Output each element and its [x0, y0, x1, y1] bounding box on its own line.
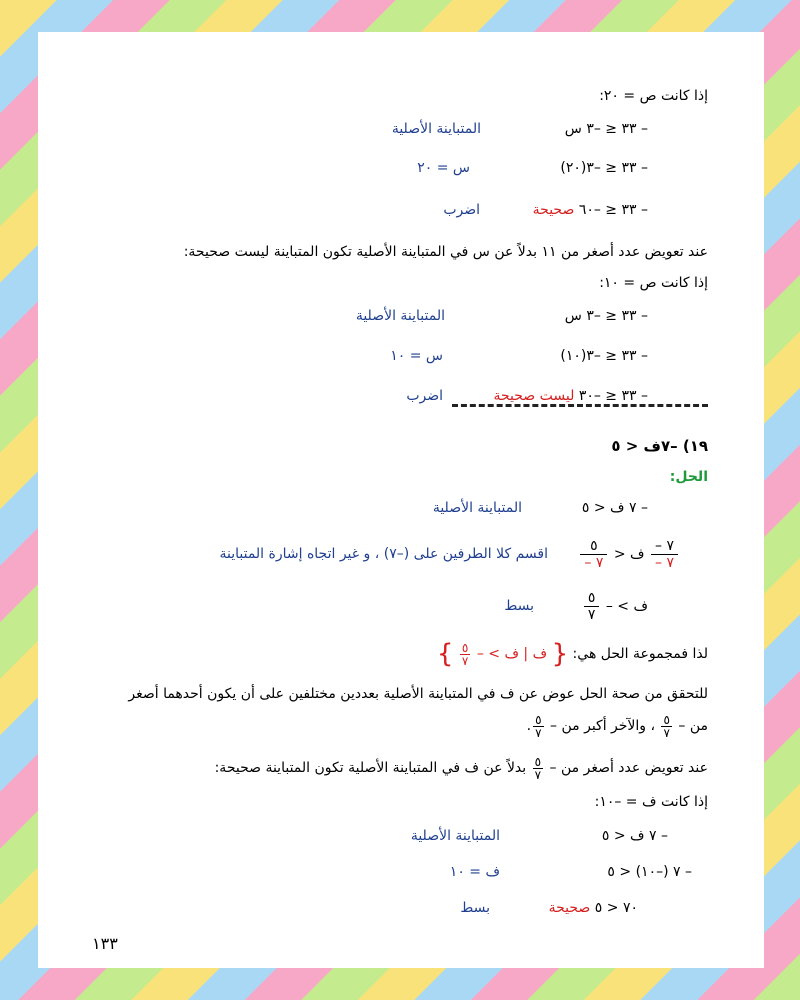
step-substitute: – ٣٣ ≤ –٣(٢٠) [560, 160, 648, 176]
para-text: . [526, 718, 532, 734]
step-simplify [582, 590, 648, 623]
problem-expr: –٧ف < ٥ [611, 437, 683, 455]
step-note: اضرب [443, 202, 480, 218]
step-note: اضرب [406, 388, 443, 404]
brace: } [436, 639, 454, 669]
step-note: المتباينة الأصلية [410, 828, 500, 844]
fraction: $\frac{٥}{٧}$ [534, 754, 542, 782]
step-note: بسط [460, 900, 490, 916]
step-result [549, 898, 638, 918]
case-f-minus10: إذا كانت ف = –١٠: [594, 794, 708, 810]
step-note: س = ٢٠ [417, 160, 470, 176]
fraction: $\frac{٥}{٧}$ [535, 712, 542, 740]
fraction: $\frac{٥}{٧}$ [663, 712, 670, 740]
step-original: – ٧ ف < ٥ [581, 500, 648, 516]
page-number: ١٣٣ [92, 934, 118, 953]
fraction: $\frac{٥}{٧}$ [584, 590, 600, 623]
step-note: اقسم كلا الطرفين على (–٧) ، و غير اتجاه إشارة المتباينة [219, 546, 548, 562]
step-note: المتباينة الأصلية [391, 121, 481, 137]
step-divide [578, 538, 680, 571]
fraction: $\frac{٥}{٧}$ [461, 640, 469, 668]
paragraph: للتحقق من صحة الحل عوض عن ف في المتباينة الأصلية بعددين مختلفين على أن يكون أحدهما أصغر [128, 686, 708, 702]
simplify-expr: ف > – [605, 598, 648, 615]
para-text: ، والآخر أكبر من – [550, 718, 656, 734]
step-note: س = ١٠ [390, 348, 443, 364]
true-label: صحيحة [532, 202, 575, 218]
case-y10: إذا كانت ص = ١٠: [599, 275, 708, 291]
result-expr: ٧٠ < ٥ [594, 900, 638, 916]
solution-set-label: لذا فمجموعة الحل هي: [568, 646, 708, 662]
solution-heading: الحل: [669, 469, 708, 485]
para-text: من – [678, 718, 708, 734]
step-original: – ٧ ف < ٥ [601, 828, 668, 844]
step-original: – ٣٣ ≤ –٣ س [564, 308, 648, 324]
paragraph [215, 754, 708, 782]
step-note: المتباينة الأصلية [432, 500, 522, 516]
step-note: المتباينة الأصلية [355, 308, 445, 324]
problem-number: ١٩) [682, 437, 708, 455]
paragraph [527, 712, 708, 740]
fraction: $\frac{٧ -}{٧ -}$ [651, 538, 678, 571]
result-expr: – ٣٣ ≤ –٣٠ [578, 388, 648, 404]
divide-mid: ف < [613, 546, 645, 563]
step-result [493, 386, 648, 406]
step-original: – ٣٣ ≤ –٣ س [564, 121, 648, 137]
problem-19 [611, 436, 708, 456]
false-label: ليست صحيحة [493, 388, 575, 404]
step-note: بسط [504, 598, 534, 614]
fraction: $\frac{٥}{٧ -}$ [580, 538, 607, 571]
para-text: بدلاً عن ف في المتباينة الأصلية تكون المتباينة صحيحة: [214, 760, 527, 776]
step-substitute: – ٧ (–١٠) < ٥ [607, 864, 692, 880]
paragraph: عند تعويض عدد أصغر من ١١ بدلاً عن س في المتباينة الأصلية تكون المتباينة ليست صحيحة: [183, 244, 708, 260]
brace: { [551, 639, 569, 669]
solution-set [437, 637, 708, 671]
true-label: صحيحة [548, 900, 591, 916]
case-y20: إذا كانت ص = ٢٠: [599, 88, 708, 104]
result-expr: – ٣٣ ≤ –٦٠ [578, 202, 648, 218]
para-text: عند تعويض عدد أصغر من – [549, 760, 708, 776]
solution-set-expr: ف | ف > – [476, 646, 548, 662]
step-result [533, 200, 648, 220]
step-note: ف = ١٠ [449, 864, 500, 880]
separator-line [452, 404, 708, 407]
step-substitute: – ٣٣ ≤ –٣(١٠) [560, 348, 648, 364]
